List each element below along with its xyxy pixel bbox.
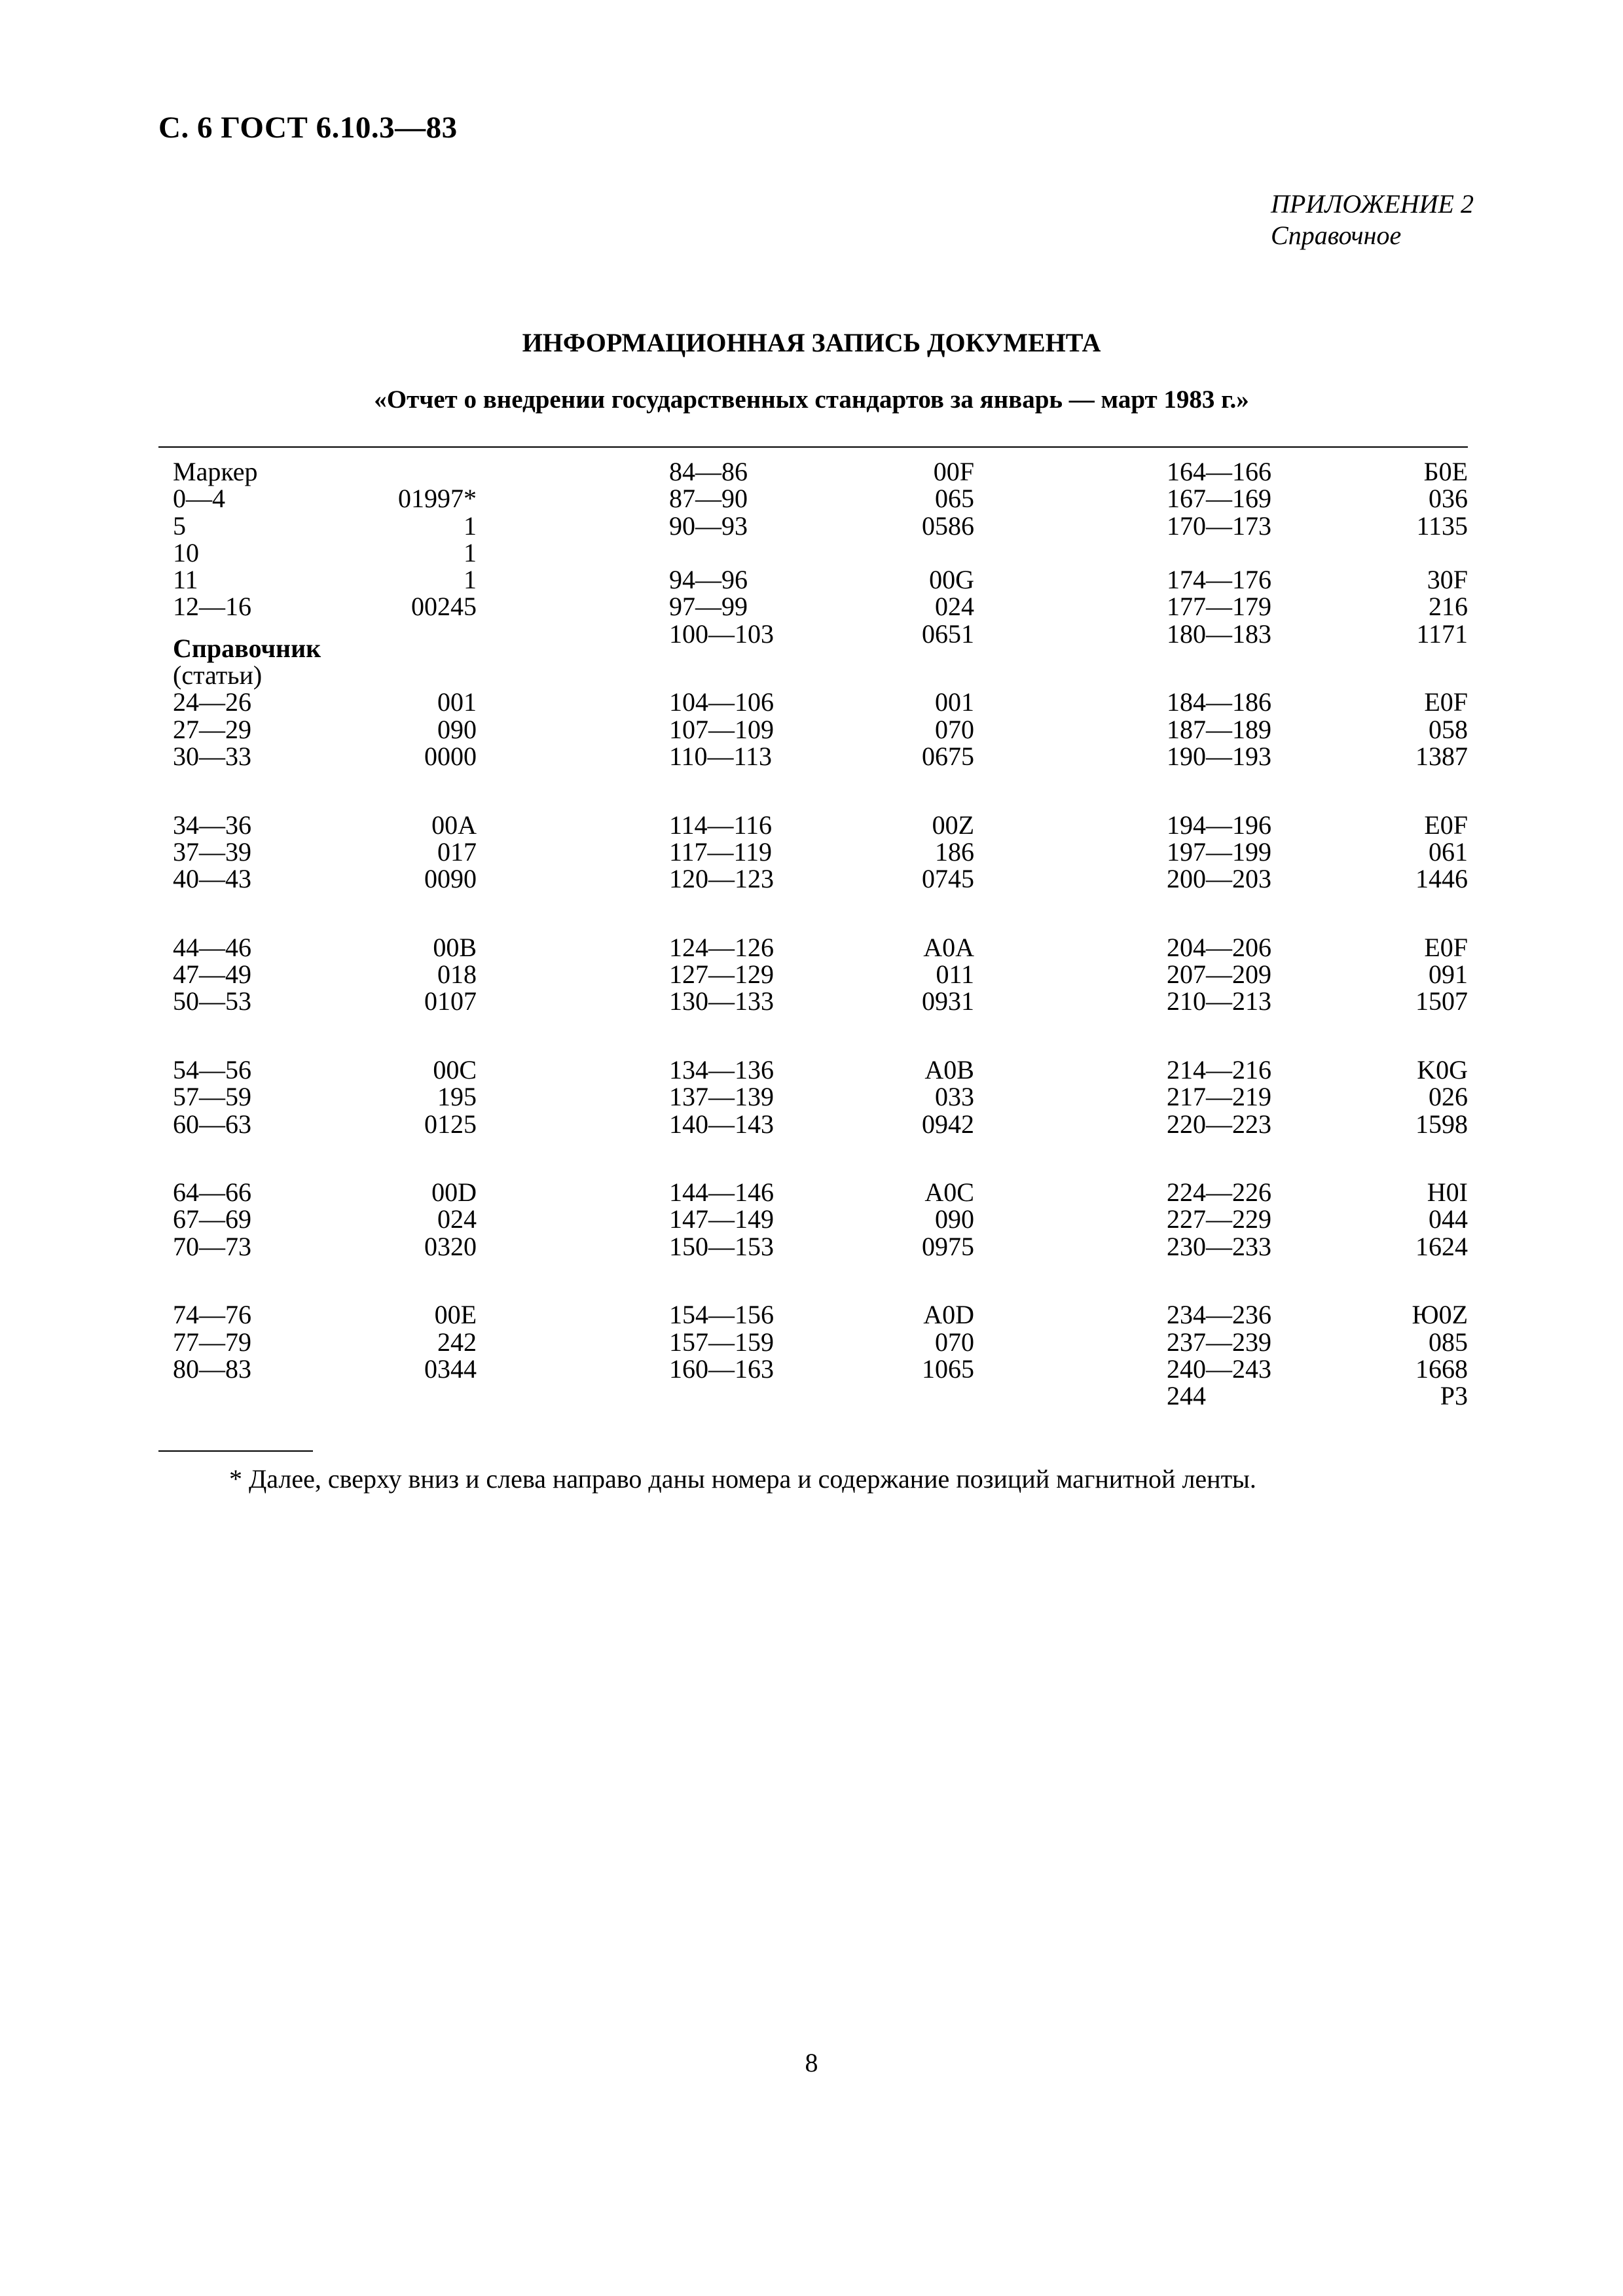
position-content: 00C <box>433 1054 477 1085</box>
position-content: E0F <box>1424 932 1468 962</box>
position-content: 30F <box>1427 565 1468 595</box>
row-spacer <box>669 647 974 662</box>
record-row <box>669 458 974 485</box>
record-row <box>1167 662 1468 689</box>
record-row <box>173 1152 477 1179</box>
position-content: Б0E <box>1423 457 1468 486</box>
position-range: 167—169 <box>1167 484 1271 514</box>
record-row <box>669 539 974 566</box>
record-row <box>173 1355 477 1382</box>
record-row <box>1167 689 1468 715</box>
record-row <box>173 784 477 811</box>
record-row <box>1167 1206 1468 1232</box>
position-range: 217—219 <box>1167 1082 1271 1112</box>
position-content: 1 <box>464 537 477 567</box>
row-spacer <box>1167 892 1468 906</box>
row-spacer <box>1167 1015 1468 1030</box>
record-row <box>1167 1301 1468 1328</box>
position-content: 0651 <box>922 619 974 649</box>
row-spacer <box>669 770 974 784</box>
record-row <box>669 812 974 838</box>
position-range: 124—126 <box>669 932 774 962</box>
record-row <box>173 593 477 620</box>
position-range: 110—113 <box>669 741 773 771</box>
record-row <box>669 620 974 647</box>
position-content: 1598 <box>1415 1109 1468 1139</box>
position-range: 50—53 <box>173 986 251 1016</box>
record-row <box>1167 906 1468 933</box>
position-range: 234—236 <box>1167 1300 1271 1330</box>
position-range: 97—99 <box>669 592 748 622</box>
position-range: 207—209 <box>1167 960 1271 990</box>
position-range: 157—159 <box>669 1327 774 1357</box>
row-spacer <box>1167 1260 1468 1274</box>
position-range: 24—26 <box>173 687 251 717</box>
position-content: 0107 <box>424 986 477 1016</box>
record-row <box>173 838 477 865</box>
position-range: 12—16 <box>173 592 251 622</box>
position-range: 140—143 <box>669 1109 774 1139</box>
record-row <box>173 865 477 892</box>
position-range: 47—49 <box>173 960 251 990</box>
position-content: 0320 <box>424 1231 477 1261</box>
position-content: 0090 <box>424 864 477 894</box>
document-subtitle: «Отчет о внедрении государственных стандартов за январь — март 1983 г.» <box>374 386 1249 414</box>
row-spacer <box>173 770 477 784</box>
record-row <box>1167 1233 1468 1260</box>
position-range: 244 <box>1167 1381 1206 1411</box>
record-row <box>669 593 974 620</box>
position-range: 164—166 <box>1167 457 1271 486</box>
position-content: 061 <box>1429 836 1468 867</box>
record-row <box>669 1274 974 1301</box>
position-range: 94—96 <box>669 565 748 595</box>
row-spacer <box>173 1138 477 1152</box>
record-row <box>1167 1329 1468 1355</box>
position-range: 184—186 <box>1167 687 1271 717</box>
position-range: 54—56 <box>173 1054 251 1085</box>
record-row <box>1167 1152 1468 1179</box>
position-content: 1 <box>464 565 477 595</box>
position-content: 065 <box>935 484 974 514</box>
position-content: 0745 <box>922 864 974 894</box>
position-range: 11 <box>173 565 198 595</box>
position-content: 058 <box>1429 714 1468 744</box>
position-content: 0125 <box>424 1109 477 1139</box>
position-range: 10 <box>173 537 199 567</box>
position-content: 0000 <box>424 741 477 771</box>
position-range: 30—33 <box>173 741 251 771</box>
record-row <box>669 906 974 933</box>
position-range: 37—39 <box>173 836 251 867</box>
position-content: 0344 <box>424 1354 477 1384</box>
position-content: 024 <box>935 592 974 622</box>
record-row <box>173 1030 477 1056</box>
position-content: Ю0Z <box>1412 1300 1468 1330</box>
position-range: 197—199 <box>1167 836 1271 867</box>
position-content: 001 <box>437 687 477 717</box>
position-range: 134—136 <box>669 1054 774 1085</box>
record-row <box>669 784 974 811</box>
position-content: 1065 <box>922 1354 974 1384</box>
position-range: 64—66 <box>173 1177 251 1208</box>
position-content: E0F <box>1424 810 1468 840</box>
position-content: 0586 <box>922 511 974 541</box>
record-row <box>669 1233 974 1260</box>
position-range: 67—69 <box>173 1204 251 1234</box>
position-content: 026 <box>1429 1082 1468 1112</box>
position-content: 1 <box>464 511 477 541</box>
position-content: A0B <box>924 1054 974 1085</box>
record-column-3 <box>1167 458 1468 1410</box>
position-range: 180—183 <box>1167 619 1271 649</box>
position-content: 0975 <box>922 1231 974 1261</box>
appendix-label <box>1271 188 1474 251</box>
record-row <box>173 961 477 988</box>
record-row <box>1167 934 1468 961</box>
position-content: 033 <box>935 1082 974 1112</box>
position-content: 001 <box>935 687 974 717</box>
page-number: 8 <box>805 2048 818 2077</box>
record-row <box>1167 865 1468 892</box>
position-content: 090 <box>935 1204 974 1234</box>
record-row <box>173 485 477 512</box>
record-row <box>173 812 477 838</box>
position-range: 174—176 <box>1167 565 1271 595</box>
position-range: 127—129 <box>669 960 774 990</box>
position-content: 085 <box>1429 1327 1468 1357</box>
record-row <box>669 1056 974 1083</box>
record-row <box>669 1030 974 1056</box>
position-content: 024 <box>437 1204 477 1234</box>
position-range: 120—123 <box>669 864 774 894</box>
position-range: 34—36 <box>173 810 251 840</box>
document-title: ИНФОРМАЦИОННАЯ ЗАПИСЬ ДОКУМЕНТА <box>522 328 1101 357</box>
record-row <box>669 934 974 961</box>
record-row <box>173 716 477 743</box>
record-row <box>669 865 974 892</box>
appendix-type: Справочное <box>1271 221 1402 250</box>
record-row <box>669 485 974 512</box>
record-row <box>173 635 477 662</box>
record-row <box>173 934 477 961</box>
record-row <box>173 988 477 1014</box>
position-range: 187—189 <box>1167 714 1271 744</box>
position-range: 100—103 <box>669 619 774 649</box>
position-content: 070 <box>935 1327 974 1357</box>
record-row <box>1167 485 1468 512</box>
record-row <box>1167 539 1468 566</box>
record-row <box>1167 1056 1468 1083</box>
position-range: 84—86 <box>669 457 748 486</box>
position-content: 1135 <box>1416 511 1468 541</box>
record-row <box>173 1274 477 1301</box>
record-row <box>669 662 974 689</box>
position-range: 117—119 <box>669 836 773 867</box>
record-row <box>669 716 974 743</box>
record-row <box>173 906 477 933</box>
position-content: E0F <box>1424 687 1468 717</box>
position-content: 091 <box>1429 960 1468 990</box>
record-row <box>173 1111 477 1138</box>
footnote: * Далее, сверху вниз и слева направо даны номера и содержание позиций магнитной ленты. <box>229 1464 1256 1494</box>
position-range: 5 <box>173 511 186 541</box>
record-row <box>173 1233 477 1260</box>
position-content: 036 <box>1429 484 1468 514</box>
record-row <box>1167 1274 1468 1301</box>
row-spacer <box>1167 770 1468 784</box>
position-range: 107—109 <box>669 714 774 744</box>
position-range: (статьи) <box>173 660 263 691</box>
record-row <box>669 743 974 770</box>
position-range: 224—226 <box>1167 1177 1271 1208</box>
position-range: 87—90 <box>669 484 748 514</box>
position-range: 227—229 <box>1167 1204 1271 1234</box>
record-row <box>1167 512 1468 539</box>
position-content: 1446 <box>1415 864 1468 894</box>
position-range: 77—79 <box>173 1327 251 1357</box>
row-spacer <box>669 1138 974 1152</box>
record-row <box>1167 784 1468 811</box>
record-row <box>669 512 974 539</box>
position-content: A0D <box>923 1300 974 1330</box>
position-content: K0G <box>1417 1054 1468 1085</box>
record-row <box>173 743 477 770</box>
record-row <box>1167 988 1468 1014</box>
record-row <box>1167 743 1468 770</box>
position-range: 60—63 <box>173 1109 251 1139</box>
record-row <box>669 961 974 988</box>
record-row <box>669 838 974 865</box>
record-row <box>173 1329 477 1355</box>
record-column-2 <box>669 458 974 1382</box>
record-row <box>173 1056 477 1083</box>
record-row <box>669 1329 974 1355</box>
position-range: 237—239 <box>1167 1327 1271 1357</box>
position-range: 137—139 <box>669 1082 774 1112</box>
position-range: 70—73 <box>173 1231 251 1261</box>
position-content: 1387 <box>1415 741 1468 771</box>
record-row <box>669 1083 974 1110</box>
position-content: 00G <box>929 565 974 595</box>
record-row <box>669 1301 974 1328</box>
position-content: 01997* <box>398 484 477 514</box>
position-content: 186 <box>935 836 974 867</box>
position-content: 195 <box>437 1082 477 1112</box>
position-range: 40—43 <box>173 864 251 894</box>
position-range: 154—156 <box>669 1300 774 1330</box>
position-content: 242 <box>437 1327 477 1357</box>
record-row <box>173 512 477 539</box>
position-range: 200—203 <box>1167 864 1271 894</box>
position-content: 0675 <box>922 741 974 771</box>
record-column-1 <box>173 458 477 1382</box>
position-content: 0931 <box>922 986 974 1016</box>
position-range: 230—233 <box>1167 1231 1271 1261</box>
row-spacer <box>173 1015 477 1030</box>
record-row <box>1167 1179 1468 1206</box>
row-spacer <box>173 892 477 906</box>
record-row <box>669 566 974 593</box>
page-header: С. 6 ГОСТ 6.10.3—83 <box>158 111 458 145</box>
record-row <box>1167 458 1468 485</box>
position-content: 00B <box>433 932 477 962</box>
record-row <box>669 689 974 715</box>
position-content: 1668 <box>1415 1354 1468 1384</box>
position-range: 194—196 <box>1167 810 1271 840</box>
position-range: 130—133 <box>669 986 774 1016</box>
position-range: 170—173 <box>1167 511 1271 541</box>
position-range: 144—146 <box>669 1177 774 1208</box>
appendix-number: ПРИЛОЖЕНИЕ 2 <box>1271 189 1474 219</box>
position-content: 044 <box>1429 1204 1468 1234</box>
position-content: 0942 <box>922 1109 974 1139</box>
record-row <box>669 1152 974 1179</box>
table-top-rule <box>158 446 1468 448</box>
position-content: 00F <box>933 457 974 486</box>
record-row <box>1167 1030 1468 1056</box>
record-row <box>1167 1083 1468 1110</box>
position-content: 1624 <box>1415 1231 1468 1261</box>
position-content: 216 <box>1429 592 1468 622</box>
record-row <box>669 1206 974 1232</box>
row-spacer <box>669 892 974 906</box>
row-spacer <box>669 1015 974 1030</box>
position-range: Маркер <box>173 457 258 486</box>
position-range: 190—193 <box>1167 741 1271 771</box>
record-row <box>1167 1382 1468 1409</box>
footnote-rule <box>158 1450 313 1452</box>
record-row <box>1167 593 1468 620</box>
position-range: 150—153 <box>669 1231 774 1261</box>
record-row <box>1167 838 1468 865</box>
position-content: A0C <box>924 1177 974 1208</box>
position-range: 57—59 <box>173 1082 251 1112</box>
row-spacer <box>1167 647 1468 662</box>
record-row <box>173 1179 477 1206</box>
row-spacer <box>669 1260 974 1274</box>
position-range: 160—163 <box>669 1354 774 1384</box>
record-row <box>669 1111 974 1138</box>
record-row <box>1167 566 1468 593</box>
record-row <box>1167 716 1468 743</box>
row-spacer <box>173 1260 477 1274</box>
record-row <box>1167 620 1468 647</box>
row-spacer <box>173 620 477 635</box>
record-row <box>669 1355 974 1382</box>
record-row <box>173 566 477 593</box>
record-row <box>669 988 974 1014</box>
position-range: 114—116 <box>669 810 773 840</box>
position-content: 1507 <box>1415 986 1468 1016</box>
position-range: 210—213 <box>1167 986 1271 1016</box>
record-row <box>1167 961 1468 988</box>
position-content: H0I <box>1427 1177 1468 1208</box>
position-range: 214—216 <box>1167 1054 1271 1085</box>
record-row <box>669 1179 974 1206</box>
record-row <box>173 662 477 689</box>
position-range: 90—93 <box>669 511 748 541</box>
position-content: 017 <box>437 836 477 867</box>
position-content: 1171 <box>1416 619 1468 649</box>
row-spacer <box>1167 1138 1468 1152</box>
position-range: 177—179 <box>1167 592 1271 622</box>
record-row <box>173 689 477 715</box>
position-content: 00D <box>431 1177 477 1208</box>
position-range: 44—46 <box>173 932 251 962</box>
position-content: 070 <box>935 714 974 744</box>
record-row <box>173 539 477 566</box>
position-content: 00A <box>431 810 477 840</box>
position-range: 74—76 <box>173 1300 251 1330</box>
record-row <box>1167 1355 1468 1382</box>
position-range: 104—106 <box>669 687 774 717</box>
record-row <box>173 1301 477 1328</box>
position-range: 220—223 <box>1167 1109 1271 1139</box>
position-range: 204—206 <box>1167 932 1271 962</box>
position-range: Справочник <box>173 633 321 663</box>
position-content: P3 <box>1440 1381 1468 1411</box>
record-row <box>173 1083 477 1110</box>
position-content: 011 <box>936 960 974 990</box>
position-content: 090 <box>437 714 477 744</box>
position-content: A0A <box>923 932 974 962</box>
position-range: 27—29 <box>173 714 251 744</box>
record-row <box>1167 1111 1468 1138</box>
position-content: 00Z <box>932 810 974 840</box>
position-range: 0—4 <box>173 484 225 514</box>
position-content: 00E <box>434 1300 477 1330</box>
position-content: 00245 <box>411 592 477 622</box>
position-range: 240—243 <box>1167 1354 1271 1384</box>
record-row <box>1167 812 1468 838</box>
position-range: 147—149 <box>669 1204 774 1234</box>
record-row <box>173 1206 477 1232</box>
record-row <box>173 458 477 485</box>
position-content: 018 <box>437 960 477 990</box>
position-range: 80—83 <box>173 1354 251 1384</box>
